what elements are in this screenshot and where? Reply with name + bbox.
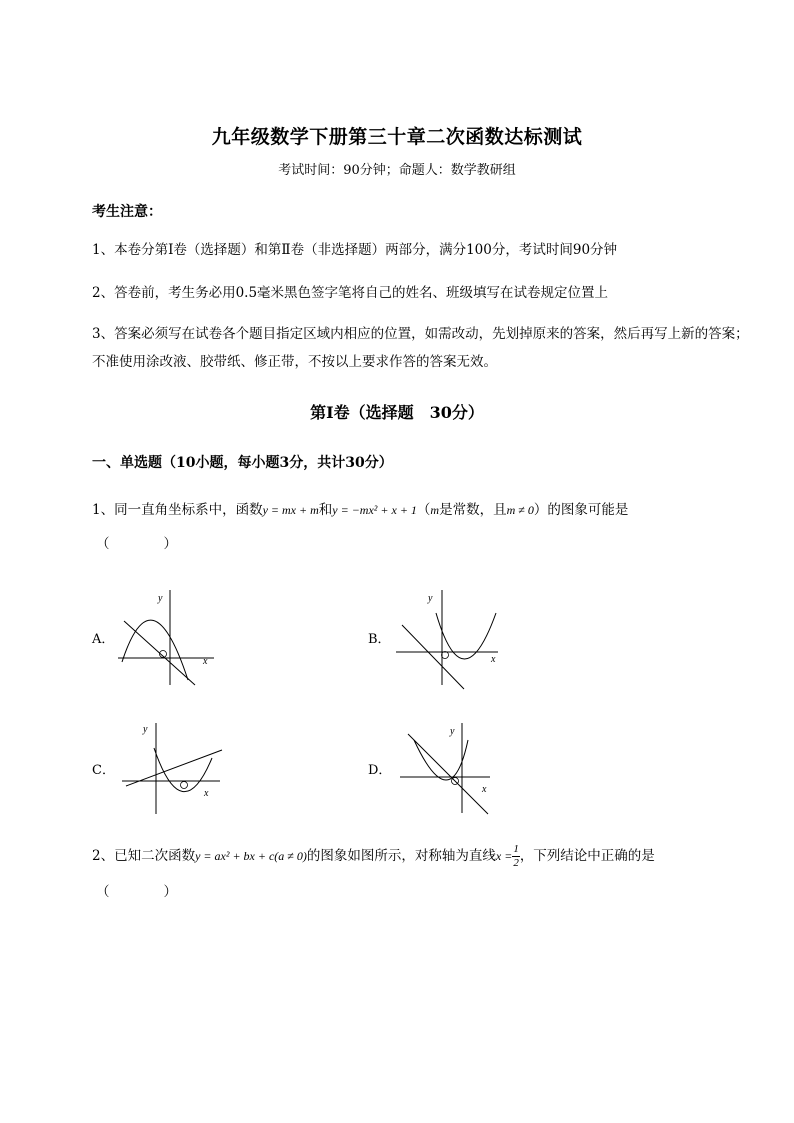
q1-option-d-label: D． xyxy=(368,763,392,778)
exam-info: 考试时间：90分钟；命题人：数学教研组 xyxy=(278,163,516,178)
question-2-stem xyxy=(92,843,655,870)
q1-suffix: ）的图象可能是 xyxy=(533,502,629,518)
q2-fraction-numerator: 1 xyxy=(513,843,519,855)
q1-prefix: 1、同一直角坐标系中，函数 xyxy=(92,502,263,518)
notice-heading: 考生注意： xyxy=(92,204,162,220)
parabola-curve xyxy=(414,740,468,780)
q1-function-quadratic: y = −mx² + x + 1 xyxy=(332,503,417,517)
q2-prefix: 2、已知二次函数 xyxy=(92,848,196,864)
parabola-curve xyxy=(122,620,188,680)
parabola-curve xyxy=(154,748,212,792)
part-one-title: 第I卷（选择题 30分） xyxy=(310,403,484,422)
q1-option-c-label: C． xyxy=(92,763,115,778)
origin-marker xyxy=(442,652,449,659)
q1-answer-blank: （ ） xyxy=(96,536,177,552)
page-title: 九年级数学下册第三十章二次函数达标测试 xyxy=(211,126,583,148)
q1-function-linear: y = mx + m xyxy=(262,503,319,517)
q2-function: y = ax² + bx + c(a ≠ 0) xyxy=(195,849,307,863)
q1-option-d-graph xyxy=(396,718,496,818)
q2-suffix: ，下列结论中正确的是 xyxy=(519,848,655,864)
x-axis-label: x xyxy=(204,788,209,799)
x-axis-label: x xyxy=(482,784,487,795)
y-axis-label: y xyxy=(158,593,163,604)
linear-line xyxy=(408,734,488,814)
q1-condition: m ≠ 0 xyxy=(506,503,534,517)
linear-line xyxy=(402,625,464,689)
notice-item-3: 3、答案必须写在试卷各个题目指定区域内相应的位置，如需改动，先划掉原来的答案，然后再写上新的答案；不准使用涂改液、胶带纸、修正带，不按以上要求作答的答案无效。 xyxy=(92,326,749,370)
q2-fraction xyxy=(512,843,520,870)
q1-option-a-label: A． xyxy=(92,632,115,647)
q2-answer-blank: （ ） xyxy=(96,884,177,900)
q1-m: m xyxy=(430,503,440,517)
origin-marker xyxy=(181,782,188,789)
q1-cond-text: 是常数，且 xyxy=(439,502,507,518)
y-axis-label: y xyxy=(428,593,433,604)
q1-paren-open: （ xyxy=(416,502,431,518)
notice-item-1: 1、本卷分第I卷（选择题）和第Ⅱ卷（非选择题）两部分，满分100分，考试时间90分钟 xyxy=(92,242,618,258)
y-axis-label: y xyxy=(143,724,148,735)
notice-item-2: 2、答卷前，考生务必用0.5毫米黑色签字笔将自己的姓名、班级填写在试卷规定位置上 xyxy=(92,285,609,301)
x-axis-label: x xyxy=(203,656,208,667)
q1-option-b-label: B． xyxy=(368,632,391,647)
q1-option-b-graph xyxy=(390,585,505,690)
q2-fraction-denominator: 2 xyxy=(513,857,519,869)
q1-option-a-graph xyxy=(110,585,220,690)
x-axis-label: x xyxy=(491,654,496,665)
q2-axis-lhs: x = xyxy=(495,849,513,863)
q1-mid: 和 xyxy=(318,502,333,518)
question-1-stem xyxy=(92,498,628,518)
section-one-heading: 一、单选题（10小题，每小题3分，共计30分） xyxy=(92,455,393,471)
q1-option-c-graph xyxy=(116,718,228,818)
y-axis-label: y xyxy=(450,726,455,737)
q2-mid: 的图象如图所示，对称轴为直线 xyxy=(306,848,496,864)
